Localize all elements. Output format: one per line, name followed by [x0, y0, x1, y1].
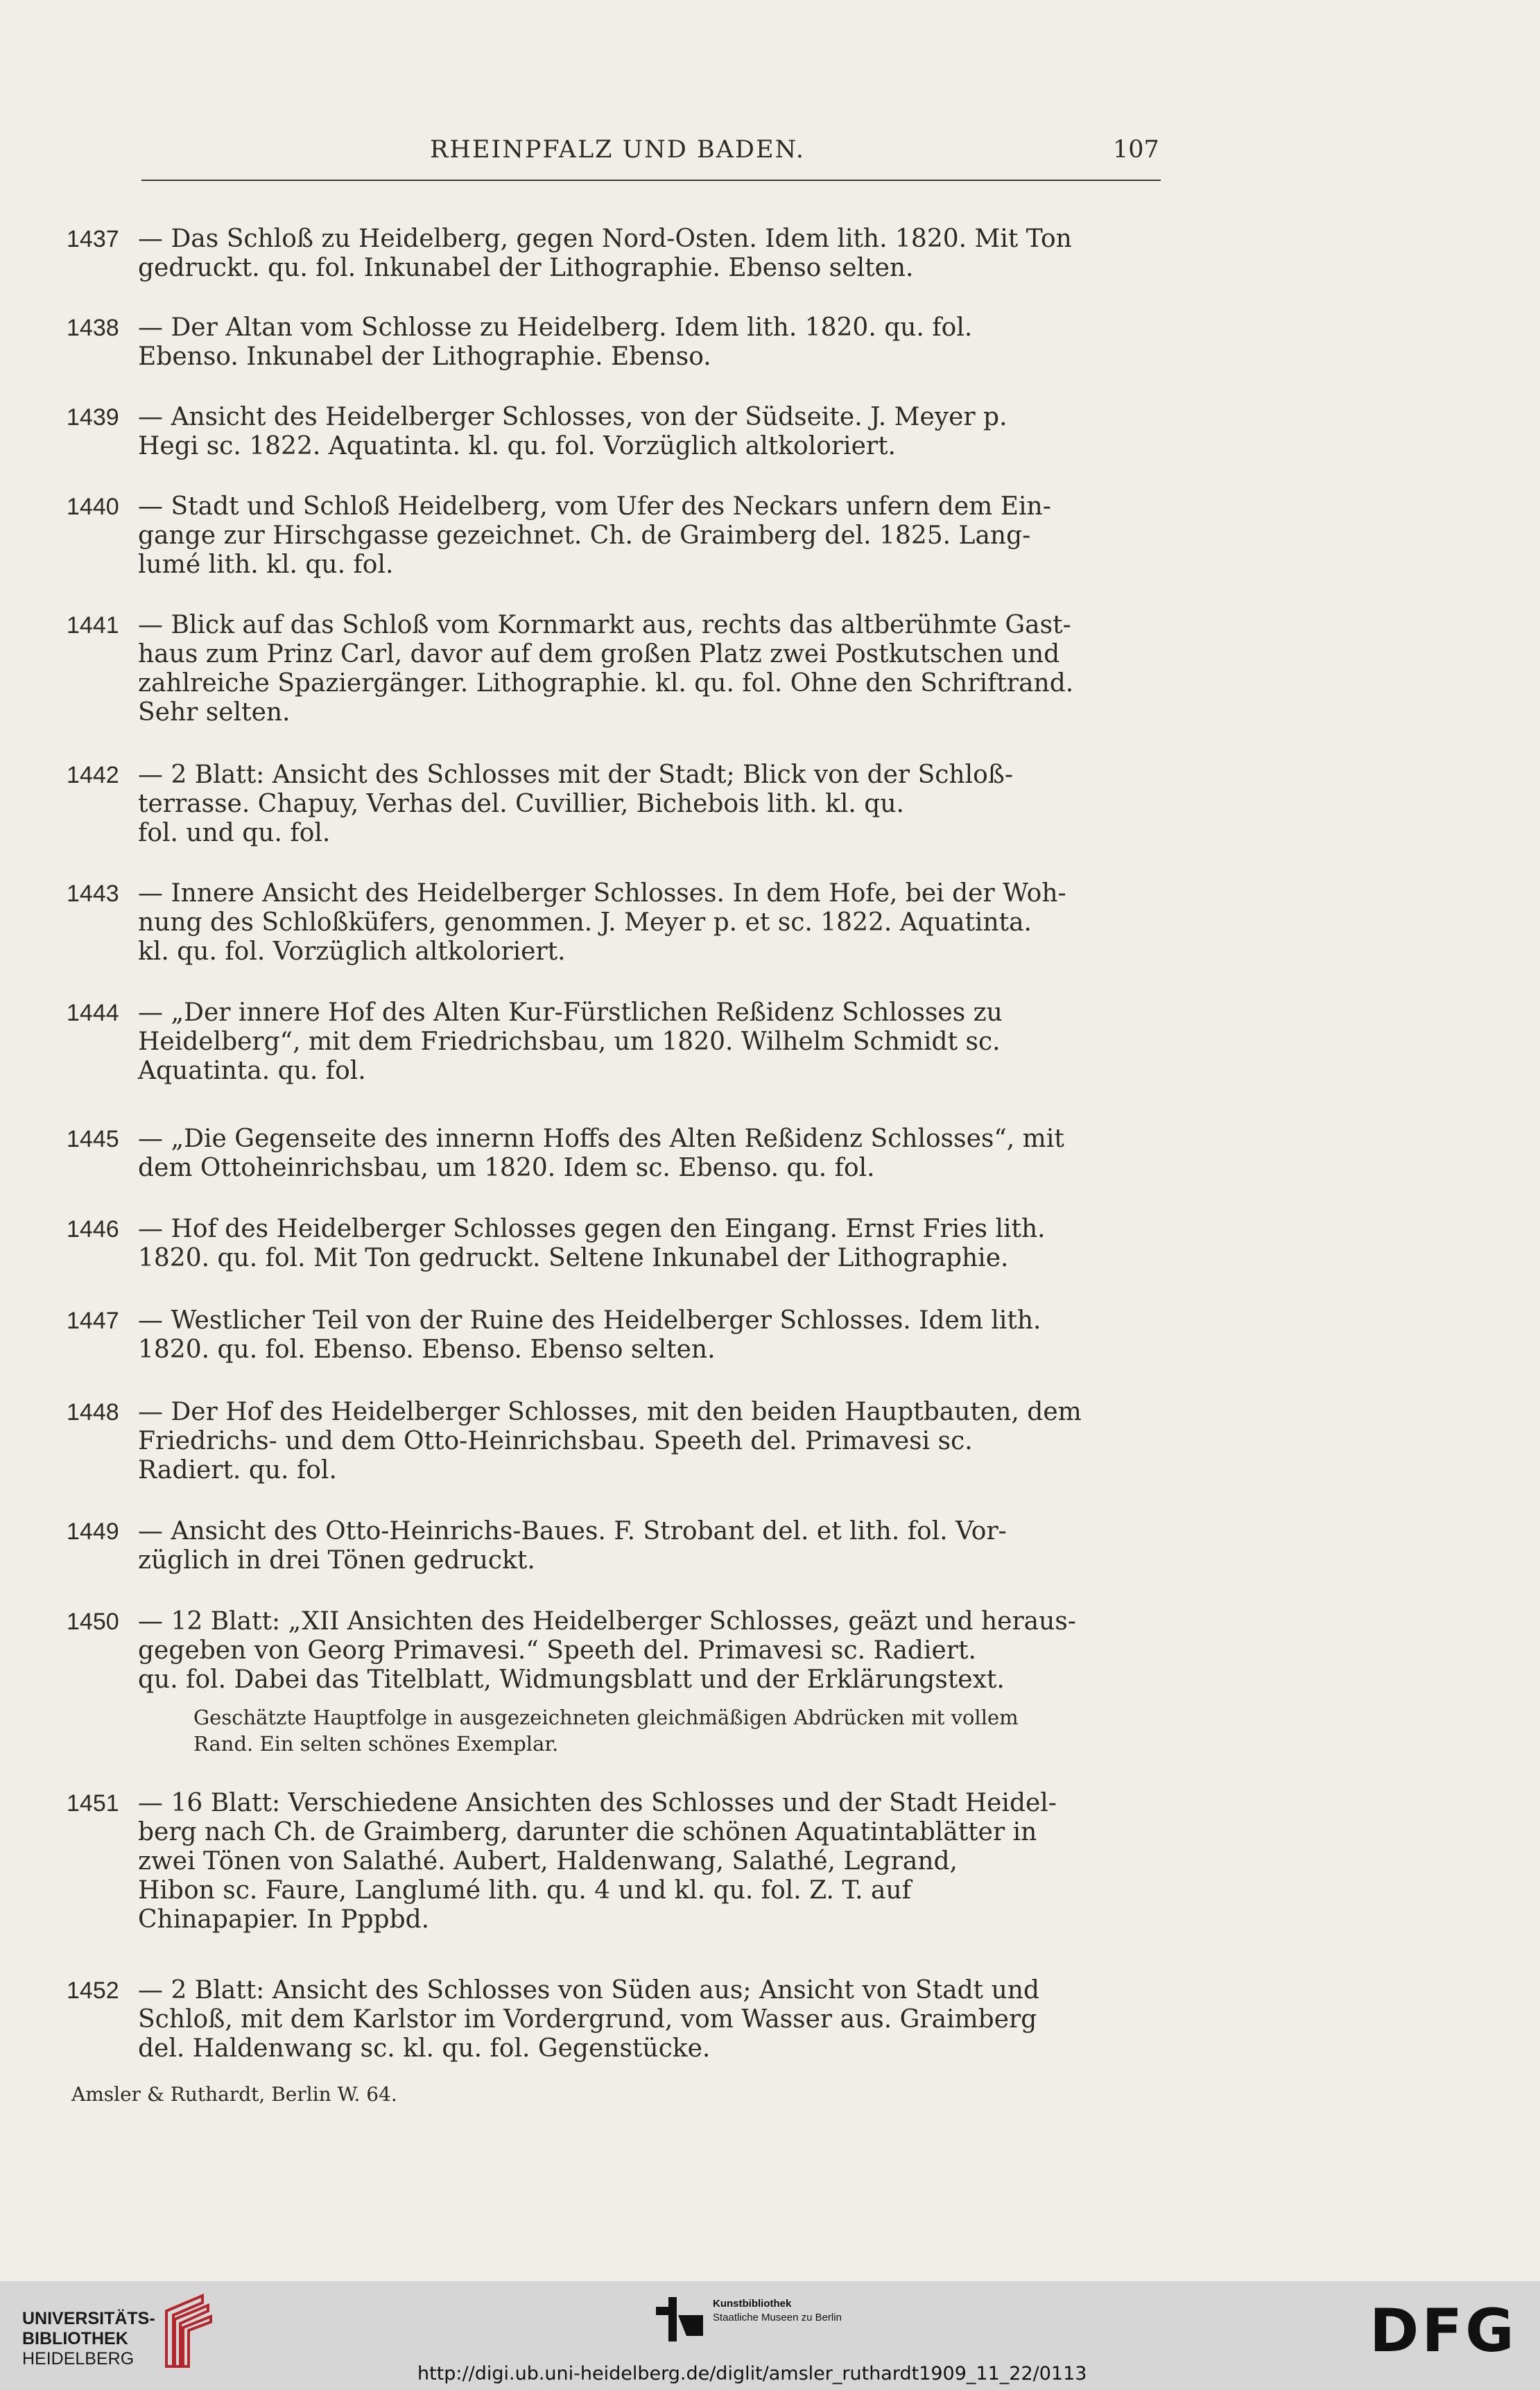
entry-line: züglich in drei Tönen gedruckt.	[138, 1546, 535, 1575]
note-line: Rand. Ein selten schönes Exemplar.	[193, 1732, 559, 1756]
entry-text	[138, 1789, 1229, 1934]
entry-line: terrasse. Chapuy, Verhas del. Cuvillier, Bichebois lith. kl. qu.	[138, 790, 904, 818]
entry-number: 1440	[67, 494, 119, 520]
entry-line: — Der Hof des Heidelberger Schlosses, mit den beiden Hauptbauten, dem	[138, 1398, 1082, 1426]
entry-number: 1439	[67, 404, 119, 431]
entry-line: Ebenso. Inkunabel der Lithographie. Ebenso.	[138, 343, 711, 371]
entry-text	[138, 313, 1229, 372]
entry-line: fol. und qu. fol.	[138, 819, 331, 847]
header-rule	[141, 180, 1161, 181]
dfg-logo[interactable]: DFG	[1369, 2296, 1517, 2366]
entry-number: 1450	[67, 1609, 119, 1635]
entry-line: — „Der innere Hof des Alten Kur-Fürstlichen Reßidenz Schlosses zu	[138, 998, 1003, 1027]
entry-number: 1448	[67, 1399, 119, 1426]
entry-number: 1445	[67, 1126, 119, 1152]
entry-line: haus zum Prinz Carl, davor auf dem großen Platz zwei Postkutschen und	[138, 640, 1060, 668]
entry-line: — Das Schloß zu Heidelberg, gegen Nord-Osten. Idem lith. 1820. Mit Ton	[138, 225, 1072, 253]
note-line: Geschätzte Hauptfolge in ausgezeichneten gleichmäßigen Abdrücken mit vollem	[193, 1706, 1019, 1729]
entry-line: gedruckt. qu. fol. Inkunabel der Lithographie. Ebenso selten.	[138, 254, 914, 282]
entry-line: Chinapapier. In Pppbd.	[138, 1905, 430, 1934]
entry-number: 1441	[67, 612, 119, 639]
entry-line: — Hof des Heidelberger Schlosses gegen den Eingang. Ernst Fries lith.	[138, 1215, 1046, 1243]
page-number: 107	[1113, 136, 1159, 164]
entry-line: qu. fol. Dabei das Titelblatt, Widmungsblatt und der Erklärungstext.	[138, 1665, 1005, 1694]
entry-text	[138, 1125, 1229, 1183]
entry-line: zwei Tönen von Salathé. Aubert, Haldenwang, Salathé, Legrand,	[138, 1847, 958, 1876]
entry-line: — 2 Blatt: Ansicht des Schlosses mit der Stadt; Blick von der Schloß-	[138, 761, 1013, 789]
entry-line: zahlreiche Spaziergänger. Lithographie. kl. qu. fol. Ohne den Schriftrand.	[138, 669, 1074, 698]
entry-line: Schloß, mit dem Karlstor im Vordergrund, vom Wasser aus. Graimberg	[138, 2005, 1037, 2034]
entry-line: — Stadt und Schloß Heidelberg, vom Ufer des Neckars unfern dem Ein-	[138, 492, 1051, 521]
entry-line: Aquatinta. qu. fol.	[138, 1057, 366, 1085]
entry-line: Friedrichs- und dem Otto-Heinrichsbau. Speeth del. Primavesi sc.	[138, 1427, 973, 1455]
entry-text	[138, 761, 1229, 848]
entry-line: — „Die Gegenseite des innernn Hoffs des Alten Reßidenz Schlosses“, mit	[138, 1125, 1064, 1153]
entry-line: 1820. qu. fol. Ebenso. Ebenso. Ebenso selten.	[138, 1335, 716, 1364]
entry-line: Hegi sc. 1822. Aquatinta. kl. qu. fol. Vorzüglich altkoloriert.	[138, 432, 896, 460]
entry-number: 1442	[67, 762, 119, 788]
entry-line: lumé lith. kl. qu. fol.	[138, 551, 394, 579]
entry-line: — 2 Blatt: Ansicht des Schlosses von Süden aus; Ansicht von Stadt und	[138, 1976, 1039, 2004]
entry-number: 1437	[67, 226, 119, 252]
entry-line: dem Ottoheinrichsbau, um 1820. Idem sc. Ebenso. qu. fol.	[138, 1154, 875, 1182]
university-library-label[interactable]	[22, 2309, 155, 2369]
entry-text	[138, 611, 1229, 727]
entry-number: 1443	[67, 881, 119, 907]
entry-line: — 16 Blatt: Verschiedene Ansichten des Schlosses und der Stadt Heidel-	[138, 1789, 1057, 1817]
entry-text	[138, 879, 1229, 967]
entry-line: gange zur Hirschgasse gezeichnet. Ch. de Graimberg del. 1825. Lang-	[138, 521, 1031, 550]
entry-line: del. Haldenwang sc. kl. qu. fol. Gegenstücke.	[138, 2034, 711, 2063]
entry-text	[138, 1607, 1229, 1695]
entry-line: — Innere Ansicht des Heidelberger Schlosses. In dem Hofe, bei der Woh-	[138, 879, 1066, 908]
entry-text	[138, 403, 1229, 461]
entry-line: — Ansicht des Otto-Heinrichs-Baues. F. Strobant del. et lith. fol. Vor-	[138, 1517, 1007, 1545]
entry-line: — 12 Blatt: „XII Ansichten des Heidelberger Schlosses, geäzt und heraus-	[138, 1607, 1076, 1636]
running-header: RHEINPFALZ UND BADEN.	[430, 136, 806, 164]
entry-line: — Der Altan vom Schlosse zu Heidelberg. Idem lith. 1820. qu. fol.	[138, 313, 973, 342]
entry-number: 1438	[67, 315, 119, 341]
entry-text	[138, 225, 1229, 283]
entry-number: 1449	[67, 1518, 119, 1545]
entry-text	[138, 998, 1229, 1086]
university-library-logo-icon[interactable]	[159, 2290, 215, 2373]
entry-line: Hibon sc. Faure, Langlumé lith. qu. 4 und kl. qu. fol. Z. T. auf	[138, 1876, 912, 1905]
entry-line: berg nach Ch. de Graimberg, darunter die schönen Aquatintablätter in	[138, 1818, 1037, 1846]
entry-line: Radiert. qu. fol.	[138, 1456, 337, 1484]
entry-line: nung des Schloßküfers, genommen. J. Meyer p. et sc. 1822. Aquatinta.	[138, 908, 1032, 937]
entry-number: 1447	[67, 1308, 119, 1334]
entry-text	[138, 1976, 1229, 2063]
library-line: BIBLIOTHEK	[22, 2329, 128, 2348]
entry-line: gegeben von Georg Primavesi.“ Speeth del. Primavesi sc. Radiert.	[138, 1636, 976, 1665]
entry-number: 1452	[67, 1977, 119, 2004]
library-line: UNIVERSITÄTS-	[22, 2309, 155, 2328]
entry-number: 1451	[67, 1790, 119, 1817]
entry-number: 1446	[67, 1216, 119, 1242]
library-line: HEIDELBERG	[22, 2349, 135, 2369]
entry-line: — Blick auf das Schloß vom Kornmarkt aus, rechts das altberühmte Gast-	[138, 611, 1071, 639]
permalink-url[interactable]: http://digi.ub.uni-heidelberg.de/diglit/amsler_ruthardt1909_11_22/0113	[417, 2363, 1087, 2384]
entry-text	[138, 1398, 1229, 1485]
printer-credit: Amsler & Ruthardt, Berlin W. 64.	[71, 2083, 397, 2106]
kunstbibliothek-subtitle: Staatliche Museen zu Berlin	[713, 2312, 842, 2323]
entry-text	[138, 1215, 1229, 1273]
kunstbibliothek-logo-icon[interactable]	[656, 2297, 703, 2341]
kunstbibliothek-title: Kunstbibliothek	[713, 2298, 792, 2310]
entry-line: Heidelberg“, mit dem Friedrichsbau, um 1820. Wilhelm Schmidt sc.	[138, 1028, 1001, 1056]
entry-line: 1820. qu. fol. Mit Ton gedruckt. Seltene Inkunabel der Lithographie.	[138, 1244, 1009, 1272]
entry-line: Sehr selten.	[138, 698, 291, 727]
entry-text	[138, 1306, 1229, 1365]
entry-text	[138, 1517, 1229, 1575]
entry-text	[138, 492, 1229, 580]
entry-line: — Ansicht des Heidelberger Schlosses, von der Südseite. J. Meyer p.	[138, 403, 1007, 431]
entry-number: 1444	[67, 1000, 119, 1026]
entry-line: — Westlicher Teil von der Ruine des Heidelberger Schlosses. Idem lith.	[138, 1306, 1041, 1335]
entry-line: kl. qu. fol. Vorzüglich altkoloriert.	[138, 937, 566, 966]
kunstbibliothek-label[interactable]	[713, 2297, 842, 2325]
entry-note	[193, 1704, 1229, 1757]
